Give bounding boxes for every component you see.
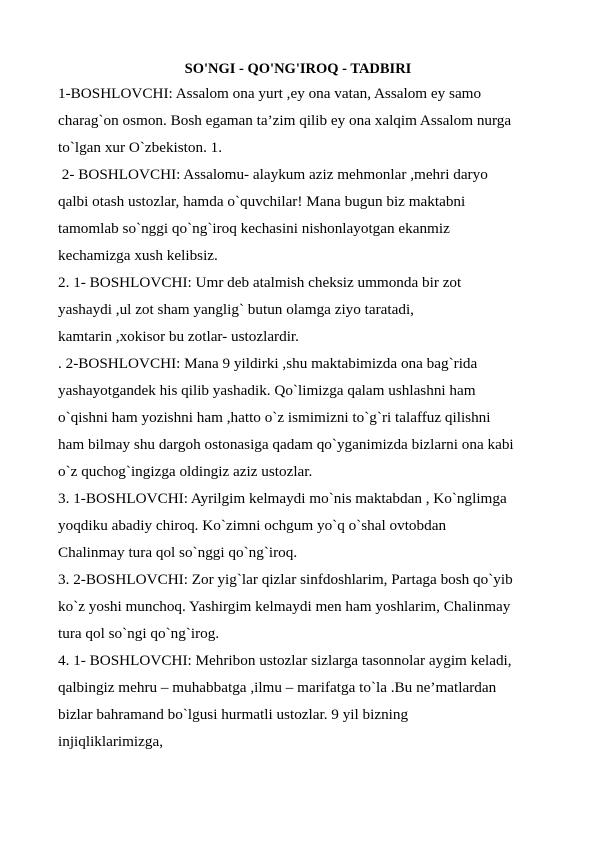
text-line: o`z quchog`ingizga oldingiz aziz ustozlar. <box>58 463 313 480</box>
text-line: 3. 1-BOSHLOVCHI: Ayrilgim kelmaydi mo`nis maktabdan , Ko`nglimga <box>58 490 507 507</box>
text-line: 1-BOSHLOVCHI: Assalom ona yurt ,ey ona vatan, Assalom ey samo <box>58 85 482 102</box>
text-line: qalbi otash ustozlar, hamda o`quvchilar! Mana bugun biz maktabni <box>58 193 466 210</box>
text-line: injiqliklarimizga, <box>58 733 164 750</box>
text-line: 4. 1- BOSHLOVCHI: Mehribon ustozlar sizlarga tasonnolar aygim keladi, <box>58 652 512 669</box>
text-line: bizlar bahramand bo`lgusi hurmatli ustozlar. 9 yil bizning <box>58 706 409 723</box>
text-line: tura qol so`ngi qo`ng`irog. <box>58 625 220 642</box>
text-line: yashayotgandek his qilib yashadik. Qo`limizga qalam ushlashni ham <box>58 382 476 399</box>
text-line: yashaydi ,ul zot sham yanglig` butun olamga ziyo taratadi, <box>58 301 414 318</box>
text-line: 3. 2-BOSHLOVCHI: Zor yig`lar qizlar sinfdoshlarim, Partaga bosh qo`yib <box>58 571 513 588</box>
text-line: ham bilmay shu dargoh ostonasiga qadam qo`yganimizda bizlarni ona kabi <box>58 436 514 453</box>
text-line: kamtarin ,xokisor bu zotlar- ustozlardir. <box>58 328 299 345</box>
text-line: yoqdiku abadiy chiroq. Ko`zimni ochgum yo`q o`shal ovtobdan <box>58 517 447 534</box>
text-line: Chalinmay tura qol so`nggi qo`ng`iroq. <box>58 544 298 561</box>
text-line: 2- BOSHLOVCHI: Assalomu- alaykum aziz mehmonlar ,mehri daryo <box>58 166 488 183</box>
text-line: o`qishni ham yozishni ham ,hatto o`z ismimizni to`g`ri talaffuz qilishni <box>58 409 491 426</box>
text-line: ko`z yoshi munchoq. Yashirgim kelmaydi men ham yoshlarim, Chalinmay <box>58 598 511 615</box>
text-line: qalbingiz mehru – muhabbatga ,ilmu – marifatga to`la .Bu ne’matlardan <box>58 679 497 696</box>
text-line: tamomlab so`nggi qo`ng`iroq kechasini nishonlayotgan ekanmiz <box>58 220 450 237</box>
text-line: 2. 1- BOSHLOVCHI: Umr deb atalmish cheksiz ummonda bir zot <box>58 274 462 291</box>
text-line: to`lgan xur O`zbekiston. 1. <box>58 139 223 156</box>
text-line: charag`on osmon. Bosh egaman ta’zim qilib ey ona xalqim Assalom nurga <box>58 112 512 129</box>
document-title: SO'NGI - QO'NG'IROQ - TADBIRI <box>184 61 412 77</box>
text-line: . 2-BOSHLOVCHI: Mana 9 yildirki ,shu maktabimizda ona bag`rida <box>58 355 478 372</box>
text-line: kechamizga xush kelibsiz. <box>58 247 218 264</box>
